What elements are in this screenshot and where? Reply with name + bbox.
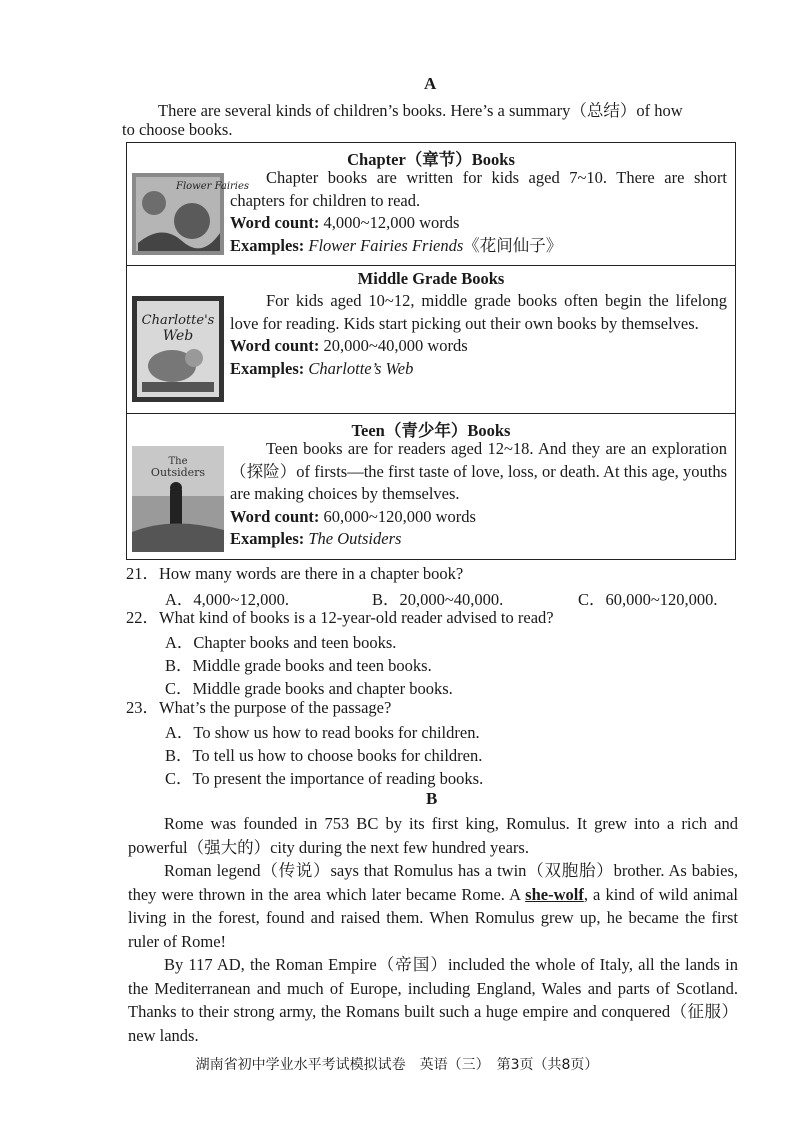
passage-b-paragraph-1: Rome was founded in 753 BC by its first king, Romulus. It grew into a rich and powerful（强大的）city during the next few hundred years. — [128, 814, 738, 857]
examples — [230, 528, 727, 551]
q23-option-b[interactable]: B．To tell us how to choose books for children. — [165, 746, 483, 765]
table-row-middle-grade-books — [127, 265, 735, 413]
examples-value: Charlotte’s Web — [308, 358, 414, 378]
intro-line-2: to choose books. — [122, 120, 233, 139]
examples-label: Examples: — [230, 235, 305, 255]
examples-label: Examples: — [230, 529, 305, 548]
row-description: For kids aged 10~12, middle grade books often begin the lifelong love for reading. Kids start picking out their own books by themselves. — [230, 291, 727, 333]
section-a-heading: A — [424, 74, 437, 93]
q22-option-a[interactable]: A．Chapter books and teen books. — [165, 633, 397, 652]
row-title: Teen（青少年）Books — [351, 421, 511, 440]
row-content — [230, 290, 727, 380]
q22-option-c[interactable]: C．Middle grade books and chapter books. — [165, 679, 453, 698]
word-count-label: Word count: — [230, 506, 320, 526]
word-count-label: Word count: — [230, 213, 320, 232]
section-b-heading: B — [426, 789, 438, 808]
question-21: 21．How many words are there in a chapter book? — [126, 564, 464, 583]
row-content — [230, 167, 727, 257]
q21-option-b[interactable]: B．20,000~40,000. — [372, 590, 504, 609]
svg-text:The: The — [168, 456, 188, 467]
book-summary-table — [126, 142, 736, 560]
question-22: 22．What kind of books is a 12-year-old reader advised to read? — [126, 608, 554, 627]
page-footer: 湖南省初中学业水平考试模拟试卷 英语（三） 第3页（共8页） — [195, 1057, 599, 1073]
examples-value: The Outsiders — [308, 529, 402, 548]
word-count-value: 60,000~120,000 words — [323, 506, 476, 526]
question-23: 23．What’s the purpose of the passage? — [126, 698, 392, 717]
word-count-label: Word count: — [230, 336, 320, 355]
svg-text:Charlotte's: Charlotte's — [141, 313, 215, 328]
svg-text:Web: Web — [162, 328, 194, 344]
she-wolf-term: she-wolf — [525, 884, 584, 904]
passage-b-paragraph-2: Roman legend（传说）says that Romulus has a twin（双胞胎）brother. As babies, they were thrown in the area which later became Rome. A she-wolf, a kind of wild animal living in the forest, found and raised them. When Romulus grew up, he became the first ruler of Rome! — [128, 861, 738, 951]
intro-line-1: There are several kinds of children’s books. Here’s a summary（总结）of how — [158, 101, 683, 120]
word-count — [230, 335, 727, 358]
passage-b-paragraph-3: By 117 AD, the Roman Empire（帝国）included the whole of Italy, all the lands in the Mediterranean and much of Europe, including England, Wales and parts of Scotland. Thanks to their strong army, the Romans built such a huge empire and conquered（征服）new lands. — [128, 955, 738, 1045]
examples-cn: 《花间仙子》 — [463, 235, 563, 255]
examples — [230, 358, 727, 381]
word-count-value: 20,000~40,000 words — [323, 336, 468, 355]
book-cover-image — [132, 446, 224, 552]
book-cover-image — [132, 173, 250, 255]
cover-title: Outsiders — [150, 466, 206, 479]
q22-option-b[interactable]: B．Middle grade books and teen books. — [165, 656, 432, 675]
row-content — [230, 438, 727, 551]
table-row-teen-books — [127, 413, 735, 559]
examples-value: Flower Fairies Friends — [308, 235, 464, 255]
row-title: Chapter（章节）Books — [347, 150, 515, 169]
word-count-value: 4,000~12,000 words — [323, 213, 460, 232]
q23-option-c[interactable]: C．To present the importance of reading books. — [165, 769, 484, 788]
row-title: Middle Grade Books — [357, 269, 505, 288]
row-description: Chapter books are written for kids aged 7~10. There are short chapters for children to read. — [230, 168, 727, 210]
examples-label: Examples: — [230, 358, 305, 378]
book-cover-image — [132, 296, 224, 402]
table-row-chapter-books — [127, 143, 735, 265]
cover-title: Flower Fairies — [176, 181, 250, 192]
q21-option-c[interactable]: C．60,000~120,000. — [578, 590, 718, 609]
word-count — [230, 212, 727, 235]
examples — [230, 235, 727, 258]
row-description: Teen books are for readers aged 12~18. And they are an exploration（探险）of firsts—the first taste of love, loss, or death. At this age, youths are making choices by themselves. — [230, 439, 727, 503]
q23-option-a[interactable]: A．To show us how to read books for children. — [165, 723, 480, 742]
q21-option-a[interactable]: A．4,000~12,000. — [165, 590, 289, 609]
word-count — [230, 506, 727, 529]
